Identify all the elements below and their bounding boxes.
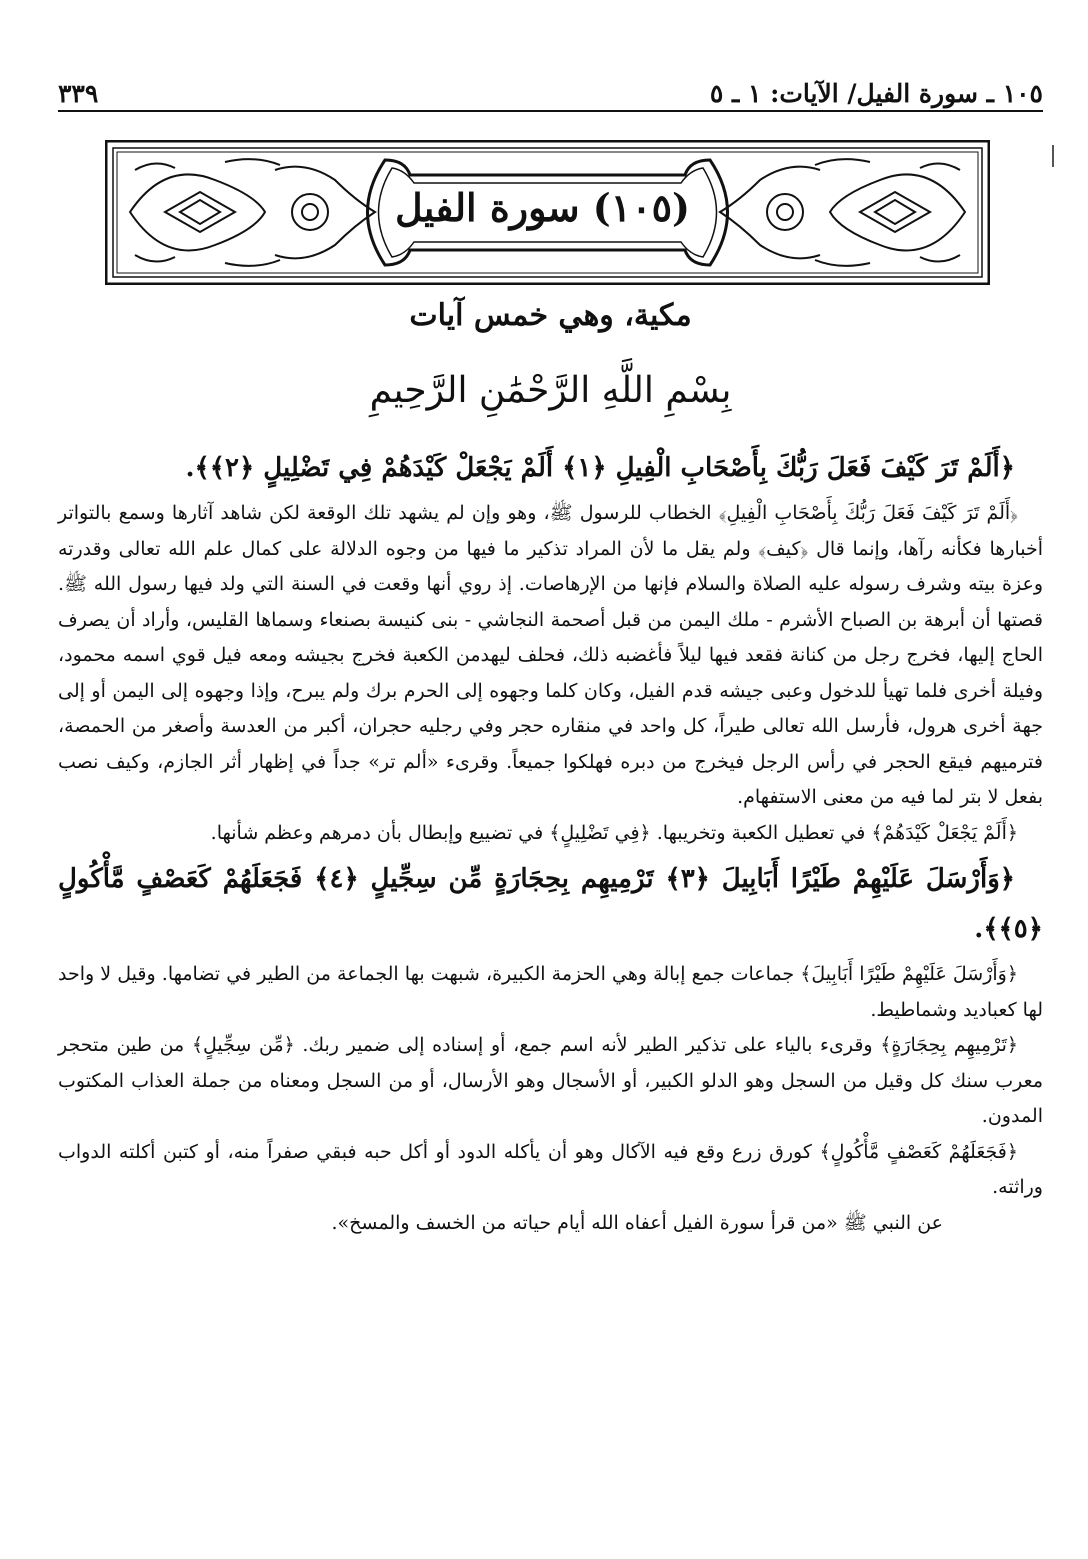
hadith-paragraph: عن النبي ﷺ «من قرأ سورة الفيل أعفاه الله أيام حياته من الخسف والمسخ». — [331, 1211, 943, 1234]
book-page — [58, 40, 1043, 1540]
commentary-paragraph: ﴿أَلَمْ يَجْعَلْ كَيْدَهُمْ﴾ في تعطيل الكعبة وتخريبها. ﴿فِي تَضْلِيلٍ﴾ في تضييع وإبطال بأن دمرهم وعظم شأنها. — [210, 821, 1018, 844]
surah-subtitle: مكية، وهي خمس آيات — [409, 298, 692, 333]
running-title: ١٠٥ ـ سورة الفيل/ الآيات: ١ ـ ٥ — [709, 79, 1043, 108]
commentary-paragraph: ﴿تَرْمِيهِم بِحِجَارَةٍ﴾ وقرىء بالياء على تذكير الطير لأنه اسم جمع، أو إسناده إلى ضمير ربك. ﴿مِّن سِجِّيلٍ﴾ من طين متحجر معرب سنك كل وقيل من السجل وهو الدلو الكبير، أو الأسجال وهو الأرسال، أو من السجل ومعناه من جملة العذاب المكتوب المدون. — [58, 1034, 1043, 1127]
running-head — [58, 68, 1043, 108]
header-rule — [58, 110, 1043, 112]
surah-title-frame — [105, 140, 990, 285]
margin-mark — [1052, 145, 1054, 167]
verse-block-1: ﴿أَلَمْ تَرَ كَيْفَ فَعَلَ رَبُّكَ بِأَصْحَابِ الْفِيلِ ﴿١﴾ أَلَمْ يَجْعَلْ كَيْدَهُمْ فِي تَضْلِيلٍ ﴿٢﴾﴾. — [185, 453, 1015, 483]
verse-block-2: ﴿وَأَرْسَلَ عَلَيْهِمْ طَيْرًا أَبَابِيلَ ﴿٣﴾ تَرْمِيهِم بِحِجَارَةٍ مِّن سِجِّيلٍ ﴿٤﴾ فَجَعَلَهُمْ كَعَصْفٍ مَّأْكُولٍ ﴿٥﴾﴾. — [58, 864, 1043, 944]
surah-title: (١٠٥) سورة الفيل — [395, 185, 690, 230]
commentary-body — [58, 440, 1043, 1241]
commentary-paragraph: ﴿أَلَمْ تَرَ كَيْفَ فَعَلَ رَبُّكَ بِأَصْحَابِ الْفِيلِ﴾ الخطاب للرسول ﷺ، وهو وإن لم يشهد تلك الوقعة لكن شاهد آثارها وسمع بالتواتر أخبارها فكأنه رآها، وإنما قال ﴿كيف﴾ ولم يقل ما لأن المراد تذكير ما فيها من وجوه الدلالة على كمال علم الله تعالى وقدرته وعزة بيته وشرف رسوله عليه الصلاة والسلام فإنها من الإرهاصات. إذ روي أنها وقعت في السنة التي ولد فيها رسول الله ﷺ. قصتها أن أبرهة بن الصباح الأشرم - ملك اليمن من قبل أصحمة النجاشي - بنى كنيسة بصنعاء وسماها القليس، وأراد أن يصرف الحاج إليها، فخرج رجل من كنانة فقعد فيها ليلاً فأغضبه ذلك، فحلف ليهدمن الكعبة فخرج بجيشه ومعه فيل قوي اسمه محمود، وفيلة أخرى فلما تهيأ للدخول وعبى جيشه قدم الفيل، وكان كلما وجهوه إلى الحرم برك ولم يبرح، وإذا وجهوه إلى اليمن أو إلى جهة أخرى هرول، فأرسل الله تعالى طيراً، كل واحد في منقاره حجر وفي رجليه حجران، أكبر من العدسة وأصغر من الحمصة، فترميهم فيقع الحجر في رأس الرجل فيخرج من دبره فهلكوا جميعاً. وقرىء «ألم تر» جداً في إظهار أثر الجازم، وكيف نصب بفعل لا بتر لما فيه من معنى الاستفهام. — [58, 502, 1043, 808]
commentary-paragraph: ﴿فَجَعَلَهُمْ كَعَصْفٍ مَّأْكُولٍ﴾ كورق زرع وقع فيه الآكال وهو أن يأكله الدود أو أكل حبه فبقي صفراً منه، أو كتبن أكلته الدواب وراثته. — [58, 1140, 1043, 1198]
basmala: بِسْمِ اللَّهِ الرَّحْمَٰنِ الرَّحِيمِ — [369, 370, 732, 411]
commentary-paragraph: ﴿وَأَرْسَلَ عَلَيْهِمْ طَيْرًا أَبَابِيلَ﴾ جماعات جمع إبالة وهي الحزمة الكبيرة، شبهت بها الجماعة من الطير في تضامها. وقيل لا واحد لها كعباديد وشماطيط. — [58, 963, 1043, 1021]
page-number: ٣٣٩ — [58, 79, 99, 108]
